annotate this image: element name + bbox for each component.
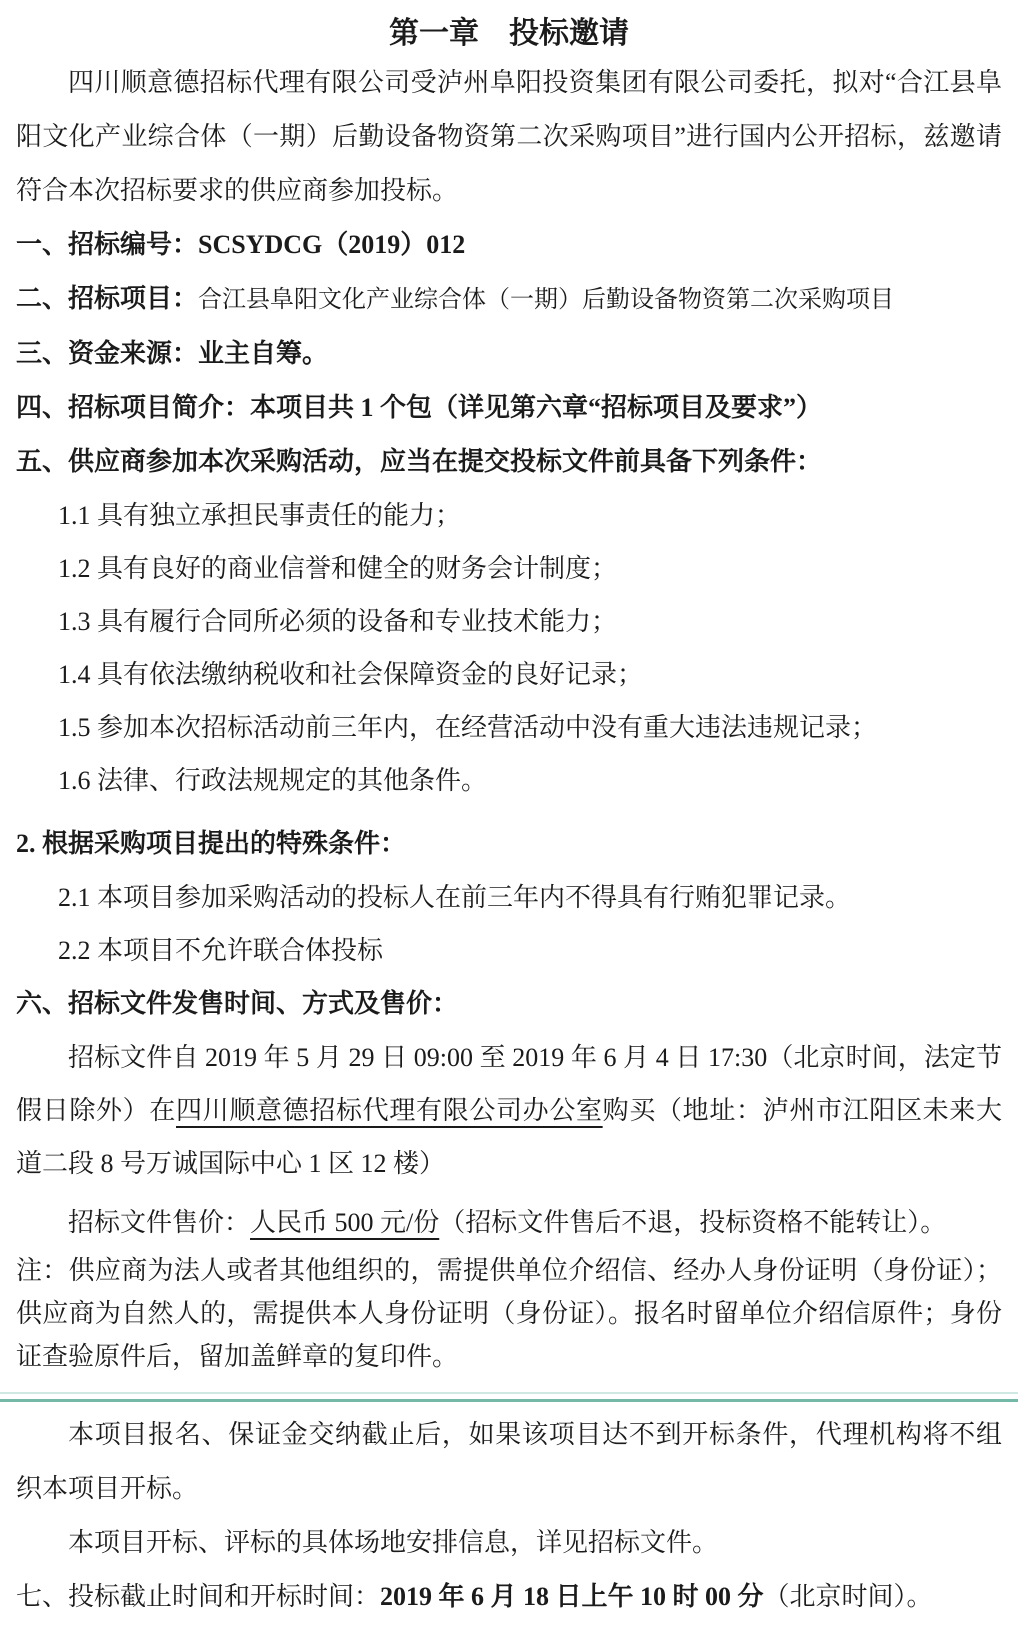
bid-deadline-line — [16, 1570, 1002, 1624]
bid-deadline-label: 七、投标截止时间和开标时间： — [16, 1582, 381, 1611]
special-conditions-section — [16, 817, 1002, 977]
sale-time-paragraph — [16, 1031, 1002, 1190]
condition-2-1: 2.1 本项目参加采购活动的投标人在前三年内不得具有行贿犯罪记录。 — [58, 883, 852, 912]
item-tender-number-label: 一、招标编号： — [16, 230, 199, 259]
sale-price-pre: 招标文件售价： — [68, 1208, 251, 1237]
registration-note-paragraph: 注：供应商为法人或者其他组织的，需提供单位介绍信、经办人身份证明（身份证）；供应商为自然人的，需提供本人身份证明（身份证）。报名时留单位介绍信原件；身份证查验原件后，留加盖鲜章的复印件。 — [16, 1256, 1002, 1371]
supplier-conditions-heading — [16, 435, 1002, 489]
item-funding-source — [16, 327, 1002, 381]
item-funding-source-value: 业主自筹。 — [198, 339, 329, 368]
item-funding-source-label: 三、资金来源： — [16, 339, 199, 368]
item-tender-project-label: 二、招标项目： — [16, 284, 199, 313]
sale-time-post: 购买（地址：泸州市江阳区未来大道二段 8 号万诚国际中心 1 区 12 楼） — [16, 1096, 1002, 1178]
condition-1-5: 1.5 参加本次招标活动前三年内，在经营活动中没有重大违法违规记录； — [58, 713, 878, 742]
sale-price-underlined: 人民币 500 元/份 — [250, 1208, 440, 1237]
item-tender-project — [16, 272, 1002, 327]
special-conditions-heading-text: 2. 根据采购项目提出的特殊条件： — [16, 829, 407, 858]
item-document-sale-heading-text: 六、招标文件发售时间、方式及售价： — [16, 989, 459, 1018]
condition-1-1: 1.1 具有独立承担民事责任的能力； — [58, 501, 462, 530]
supplier-conditions-section — [16, 435, 1002, 807]
item-tender-number-value: SCSYDCG（2019）012 — [198, 230, 466, 259]
special-conditions-heading — [16, 817, 1002, 871]
condition-1-2: 1.2 具有良好的商业信誉和健全的财务会计制度； — [58, 554, 618, 583]
section-divider-rule — [0, 1392, 1018, 1402]
sale-price-post: （招标文件售后不退，投标资格不能转让）。 — [439, 1208, 947, 1237]
venue-info-paragraph: 本项目开标、评标的具体场地安排信息，详见招标文件。 — [68, 1528, 719, 1557]
intro-paragraph: 四川顺意德招标代理有限公司受泸州阜阳投资集团有限公司委托，拟对“合江县阜阳文化产业综合体（一期）后勤设备物资第二次采购项目”进行国内公开招标，兹邀请符合本次招标要求的供应商参加投标。 — [16, 68, 1002, 205]
item-document-sale-heading — [16, 977, 1002, 1031]
condition-1-4: 1.4 具有依法缴纳税收和社会保障资金的良好记录； — [58, 660, 644, 689]
no-opening-notice-paragraph: 本项目报名、保证金交纳截止后，如果该项目达不到开标条件，代理机构将不组织本项目开标。 — [16, 1420, 1002, 1503]
item-tender-number — [16, 218, 1002, 272]
item-project-brief-value: 本项目共 1 个包（详见第六章“招标项目及要求”） — [250, 393, 823, 422]
condition-1-3: 1.3 具有履行合同所必须的设备和专业技术能力； — [58, 607, 618, 636]
sale-time-pre: 招标文件自 2019 年 5 月 29 日 09:00 至 2019 年 6 月 4 日 17:30（北京时间，法定节假日除外）在 — [16, 1043, 1002, 1125]
bid-deadline-datetime: 2019 年 6 月 18 日上午 10 时 00 分 — [380, 1582, 764, 1611]
condition-1-6: 1.6 法律、行政法规规定的其他条件。 — [58, 766, 488, 795]
item-tender-project-value: 合江县阜阳文化产业综合体（一期）后勤设备物资第二次采购项目 — [198, 287, 895, 313]
chapter-title: 第一章 投标邀请 — [389, 17, 629, 50]
sale-price-paragraph — [16, 1196, 1002, 1249]
supplier-conditions-heading-text: 五、供应商参加本次采购活动，应当在提交投标文件前具备下列条件： — [16, 447, 823, 476]
sale-office-underlined: 四川顺意德招标代理有限公司办公室 — [176, 1096, 603, 1125]
item-project-brief — [16, 381, 1002, 435]
bid-deadline-timezone: （北京时间）。 — [763, 1582, 933, 1611]
condition-2-2: 2.2 本项目不允许联合体投标 — [58, 936, 384, 965]
item-project-brief-label: 四、招标项目简介： — [16, 393, 251, 422]
